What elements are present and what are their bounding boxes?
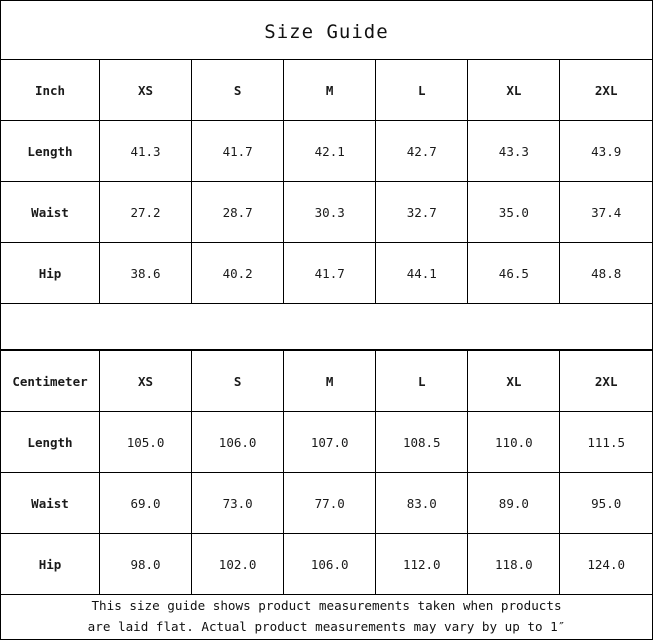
size-header-xs: XS: [100, 351, 192, 412]
cell-value: 106.0: [284, 534, 376, 595]
row-label-length: Length: [1, 412, 100, 473]
cell-value: 28.7: [192, 182, 284, 243]
size-header-l: L: [376, 351, 468, 412]
table-row: [1, 473, 652, 534]
cell-value: 106.0: [192, 412, 284, 473]
table-header-row: [1, 60, 652, 121]
cell-value: 48.8: [560, 243, 652, 304]
cell-value: 30.3: [284, 182, 376, 243]
cell-value: 37.4: [560, 182, 652, 243]
cell-value: 27.2: [100, 182, 192, 243]
table-row: [1, 243, 652, 304]
row-label-hip: Hip: [1, 243, 100, 304]
size-header-xs: XS: [100, 60, 192, 121]
row-label-waist: Waist: [1, 182, 100, 243]
cell-value: 95.0: [560, 473, 652, 534]
cell-value: 108.5: [376, 412, 468, 473]
size-header-2xl: 2XL: [560, 60, 652, 121]
size-header-m: M: [284, 60, 376, 121]
unit-label-inch: Inch: [1, 60, 100, 121]
cell-value: 102.0: [192, 534, 284, 595]
unit-label-centimeter: Centimeter: [1, 351, 100, 412]
cell-value: 77.0: [284, 473, 376, 534]
cell-value: 98.0: [100, 534, 192, 595]
cell-value: 89.0: [468, 473, 560, 534]
cell-value: 42.7: [376, 121, 468, 182]
cell-value: 69.0: [100, 473, 192, 534]
cell-value: 46.5: [468, 243, 560, 304]
table-row: [1, 121, 652, 182]
table-row: [1, 534, 652, 595]
footnote-line-2: are laid flat. Actual product measurements may vary by up to 1″: [87, 619, 566, 634]
cell-value: 41.7: [192, 121, 284, 182]
cell-value: 124.0: [560, 534, 652, 595]
cell-value: 38.6: [100, 243, 192, 304]
table-row: [1, 412, 652, 473]
page-title: Size Guide: [264, 21, 389, 43]
size-header-2xl: 2XL: [560, 351, 652, 412]
size-table-inch: [1, 59, 652, 304]
size-header-l: L: [376, 60, 468, 121]
cell-value: 105.0: [100, 412, 192, 473]
cell-value: 43.3: [468, 121, 560, 182]
size-header-s: S: [192, 60, 284, 121]
cell-value: 118.0: [468, 534, 560, 595]
cell-value: 107.0: [284, 412, 376, 473]
cell-value: 42.1: [284, 121, 376, 182]
footnote: [1, 595, 652, 639]
footnote-line-1: This size guide shows product measurements taken when products: [91, 598, 562, 614]
cell-value: 110.0: [468, 412, 560, 473]
cell-value: 73.0: [192, 473, 284, 534]
cell-value: 32.7: [376, 182, 468, 243]
cell-value: 41.3: [100, 121, 192, 182]
row-label-length: Length: [1, 121, 100, 182]
table-gap: [1, 304, 652, 350]
table-header-row: [1, 351, 652, 412]
table-row: [1, 182, 652, 243]
row-label-waist: Waist: [1, 473, 100, 534]
cell-value: 83.0: [376, 473, 468, 534]
size-header-m: M: [284, 351, 376, 412]
size-header-s: S: [192, 351, 284, 412]
cell-value: 112.0: [376, 534, 468, 595]
cell-value: 111.5: [560, 412, 652, 473]
size-header-xl: XL: [468, 351, 560, 412]
size-table-centimeter: [1, 350, 652, 595]
size-header-xl: XL: [468, 60, 560, 121]
cell-value: 35.0: [468, 182, 560, 243]
cell-value: 40.2: [192, 243, 284, 304]
cell-value: 44.1: [376, 243, 468, 304]
row-label-hip: Hip: [1, 534, 100, 595]
cell-value: 43.9: [560, 121, 652, 182]
cell-value: 41.7: [284, 243, 376, 304]
